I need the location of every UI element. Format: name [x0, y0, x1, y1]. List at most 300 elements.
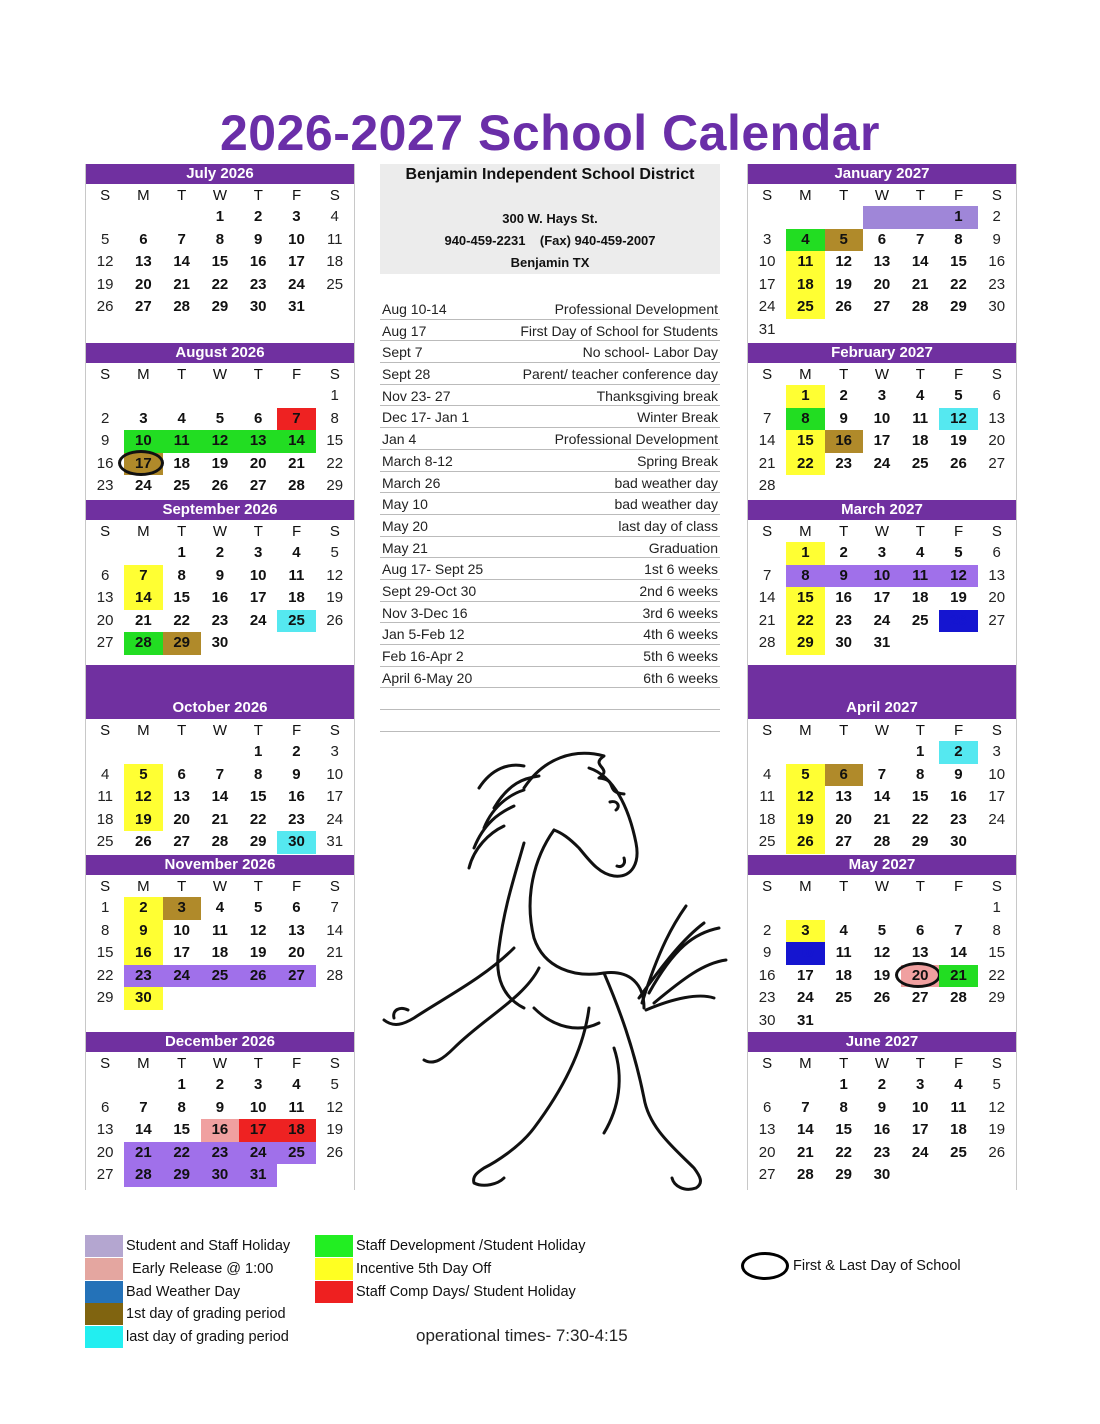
day-cell: [201, 897, 239, 920]
empty-cell: [124, 741, 162, 764]
day-number: 13: [873, 253, 891, 271]
day-number: 24: [173, 966, 190, 984]
day-number: 10: [173, 921, 190, 939]
day-cell: [316, 251, 354, 274]
day-grid: [748, 1074, 1016, 1187]
day-cell: [978, 408, 1016, 431]
weekday-label: S: [329, 366, 340, 383]
empty-cell: [124, 542, 162, 565]
day-number: 27: [96, 1166, 114, 1184]
day-number: 12: [797, 788, 814, 806]
day-number: 3: [177, 899, 186, 916]
day-number: 6: [139, 230, 148, 248]
day-cell: [939, 587, 977, 610]
empty-cell: [748, 897, 786, 920]
day-cell: [825, 632, 863, 655]
day-grid: [748, 741, 1016, 854]
day-cell: [163, 942, 201, 965]
empty-cell: [748, 1074, 786, 1097]
day-number: 29: [797, 634, 814, 652]
day-cell: [863, 542, 901, 565]
day-cell: [163, 408, 201, 431]
day-cell: [277, 1074, 315, 1097]
day-number: 27: [873, 298, 891, 316]
day-number: 21: [288, 454, 305, 472]
day-number: 11: [97, 788, 113, 806]
day-cell: [163, 1074, 201, 1097]
day-cell: [163, 430, 201, 453]
month-title: [748, 343, 1016, 363]
event-date: Sept 29-Oct 30: [382, 582, 477, 599]
day-cell: [316, 897, 354, 920]
day-cell: [748, 1164, 786, 1187]
day-cell: [825, 786, 863, 809]
legend-incentive: [315, 1258, 491, 1280]
day-cell: [825, 587, 863, 610]
day-number: 9: [992, 230, 1001, 248]
event-date: March 26: [382, 474, 441, 491]
day-cell: [86, 897, 124, 920]
day-cell: [978, 1119, 1016, 1142]
month-title-text: December 2026: [164, 1033, 276, 1050]
day-number: 19: [326, 1121, 344, 1139]
day-number: 9: [100, 432, 110, 450]
day-cell: [901, 453, 939, 476]
day-number: 23: [96, 477, 114, 495]
day-cell: [901, 229, 939, 252]
month-title: [86, 343, 354, 363]
day-number: 17: [135, 454, 152, 472]
day-cell: [316, 408, 354, 431]
weekday-label: S: [329, 1055, 340, 1072]
weekday-label: T: [915, 878, 925, 895]
day-number: 25: [758, 833, 776, 851]
day-number: 22: [797, 454, 814, 472]
day-number: 22: [950, 275, 967, 293]
day-number: 8: [801, 409, 810, 427]
day-cell: [978, 542, 1016, 565]
day-number: 23: [758, 989, 776, 1007]
day-cell: [863, 610, 901, 633]
day-number: 11: [326, 230, 343, 248]
day-number: 7: [139, 566, 148, 584]
weekday-label: M: [137, 722, 150, 739]
weekday-label: F: [953, 523, 964, 540]
day-cell: [748, 587, 786, 610]
day-cell: [163, 1164, 201, 1187]
weekday-label: T: [915, 187, 925, 204]
day-cell: [163, 274, 201, 297]
day-cell: [939, 920, 977, 943]
day-number: 14: [135, 589, 152, 607]
day-cell: [825, 610, 863, 633]
day-cell: [825, 1142, 863, 1165]
day-number: 4: [801, 230, 810, 248]
day-cell: [786, 587, 824, 610]
day-number: 27: [288, 966, 305, 984]
day-number: 2: [215, 544, 225, 561]
day-cell: [863, 251, 901, 274]
weekday-label: F: [953, 1055, 964, 1072]
day-number: 4: [100, 765, 110, 783]
day-cell: [316, 831, 354, 854]
day-cell: [239, 430, 277, 453]
day-number: 21: [873, 810, 891, 828]
day-number: 2: [254, 208, 263, 225]
day-cell: [786, 632, 824, 655]
day-cell: [201, 831, 239, 854]
day-cell: [978, 764, 1016, 787]
weekday-label: S: [100, 1055, 111, 1072]
event-date: March 8-12: [382, 452, 453, 469]
day-cell: [239, 408, 277, 431]
day-cell: [939, 1097, 977, 1120]
day-cell: [825, 385, 863, 408]
day-grid: [86, 206, 354, 319]
day-number: 17: [326, 788, 344, 806]
day-cell: [786, 786, 824, 809]
empty-cell: [86, 1074, 124, 1097]
day-number: 28: [173, 298, 190, 316]
day-cell: [863, 786, 901, 809]
day-cell: [277, 1142, 315, 1165]
day-cell: [86, 1097, 124, 1120]
weekday-header: [748, 184, 1016, 206]
month-title: [86, 855, 354, 875]
day-cell: [863, 809, 901, 832]
day-number: 3: [877, 387, 887, 404]
day-number: 4: [916, 544, 925, 561]
event-text: bad weather day: [614, 496, 718, 513]
day-cell: [901, 1119, 939, 1142]
day-number: 10: [326, 765, 344, 783]
day-cell: [86, 565, 124, 588]
district-phone-line: [380, 230, 720, 252]
day-cell: [86, 764, 124, 787]
day-number: 22: [797, 611, 814, 629]
day-number: 1: [839, 1076, 848, 1093]
day-cell: [748, 1010, 786, 1033]
event-text: No school- Labor Day: [582, 344, 718, 361]
day-number: 14: [758, 432, 776, 450]
weekday-label: T: [839, 187, 849, 204]
day-cell: [939, 408, 977, 431]
day-cell: [978, 942, 1016, 965]
day-number: 22: [835, 1143, 852, 1161]
day-number: 24: [249, 1143, 267, 1161]
day-cell: [825, 809, 863, 832]
day-cell: [277, 274, 315, 297]
day-cell: [86, 1142, 124, 1165]
day-cell: [316, 430, 354, 453]
day-number: 14: [173, 253, 190, 271]
day-cell: [201, 965, 239, 988]
event-text: 4th 6 weeks: [643, 626, 718, 643]
day-cell: [86, 632, 124, 655]
legend-circle-icon: [741, 1252, 789, 1280]
day-cell: [124, 831, 162, 854]
day-cell: [201, 565, 239, 588]
month-title: [86, 500, 354, 520]
weekday-label: T: [839, 523, 849, 540]
weekday-header: [86, 875, 354, 897]
day-cell: [748, 1142, 786, 1165]
day-number: 6: [177, 765, 186, 783]
day-number: 23: [211, 1143, 229, 1161]
day-number: 16: [211, 589, 229, 607]
day-number: 24: [758, 298, 776, 316]
event-row: [380, 428, 720, 450]
day-cell: [939, 565, 977, 588]
event-date: Feb 16-Apr 2: [382, 648, 464, 664]
day-cell: [124, 453, 162, 476]
event-row: [380, 602, 720, 624]
legend-first-last-day: [741, 1252, 961, 1280]
day-cell: [86, 430, 124, 453]
day-number: 20: [96, 1143, 114, 1161]
day-cell: [239, 831, 277, 854]
day-cell: [277, 764, 315, 787]
day-cell: [316, 965, 354, 988]
legend-staff-development: [315, 1235, 585, 1257]
day-number: 31: [797, 1011, 814, 1029]
event-text: 6th 6 weeks: [643, 669, 718, 686]
weekday-label: M: [799, 523, 812, 540]
day-cell: [748, 831, 786, 854]
day-cell: [239, 920, 277, 943]
empty-cell: [901, 897, 939, 920]
day-cell: [939, 453, 977, 476]
day-cell: [901, 430, 939, 453]
day-number: 15: [797, 589, 814, 607]
day-number: 20: [873, 275, 891, 293]
empty-cell: [863, 206, 901, 229]
day-cell: [277, 809, 315, 832]
day-cell: [316, 1142, 354, 1165]
event-text: 1st 6 weeks: [644, 561, 718, 578]
day-grid: [748, 542, 1016, 655]
day-number: 19: [211, 454, 229, 472]
day-cell: [239, 587, 277, 610]
day-cell: [124, 897, 162, 920]
day-cell: [863, 764, 901, 787]
month-title-text: July 2026: [186, 165, 254, 182]
day-cell: [748, 453, 786, 476]
day-cell: [163, 1142, 201, 1165]
day-number: 18: [835, 966, 852, 984]
day-cell: [786, 610, 824, 633]
day-number: 21: [758, 454, 776, 472]
month-march-2027: [748, 500, 1016, 655]
day-number: 19: [988, 1121, 1006, 1139]
weekday-label: T: [177, 722, 187, 739]
weekday-label: W: [212, 366, 228, 383]
day-number: 5: [992, 1076, 1001, 1093]
day-number: 1: [177, 544, 186, 561]
weekday-label: T: [915, 722, 925, 739]
empty-cell: [239, 385, 277, 408]
day-cell: [201, 206, 239, 229]
day-cell: [277, 1119, 315, 1142]
event-row: [380, 537, 720, 559]
day-number: 28: [758, 634, 776, 652]
day-cell: [86, 920, 124, 943]
day-cell: [978, 897, 1016, 920]
first-last-day-circle: [895, 962, 941, 988]
day-number: 14: [911, 253, 929, 271]
day-cell: [124, 809, 162, 832]
empty-cell: [748, 741, 786, 764]
day-cell: [163, 1119, 201, 1142]
day-number: 30: [135, 989, 152, 1007]
day-cell: [978, 296, 1016, 319]
day-cell: [939, 274, 977, 297]
weekday-label: S: [100, 878, 111, 895]
empty-cell: [786, 1074, 824, 1097]
day-number: 26: [950, 454, 967, 472]
day-cell: [901, 1097, 939, 1120]
day-cell: [201, 809, 239, 832]
day-cell: [124, 987, 162, 1010]
legend-holiday: [85, 1235, 290, 1257]
district-name: Benjamin Independent School District: [405, 166, 695, 183]
day-number: 28: [211, 833, 229, 851]
day-number: 26: [326, 1143, 344, 1161]
event-row: [380, 558, 720, 580]
empty-cell: [124, 206, 162, 229]
day-cell: [124, 942, 162, 965]
day-cell: [978, 385, 1016, 408]
event-row: [380, 580, 720, 602]
day-cell: [786, 920, 824, 943]
day-number: 21: [173, 275, 190, 293]
day-number: 28: [950, 989, 967, 1007]
day-number: 15: [835, 1121, 852, 1139]
day-cell: [239, 296, 277, 319]
weekday-label: S: [100, 722, 111, 739]
day-cell: [863, 987, 901, 1010]
day-cell: [86, 229, 124, 252]
weekday-label: W: [212, 1055, 228, 1072]
day-number: 20: [758, 1143, 776, 1161]
day-cell: [825, 965, 863, 988]
day-number: 26: [135, 833, 152, 851]
day-cell: [316, 475, 354, 498]
day-cell: [786, 764, 824, 787]
day-cell: [239, 251, 277, 274]
weekday-label: M: [799, 187, 812, 204]
day-cell: [86, 1119, 124, 1142]
day-cell: [163, 587, 201, 610]
day-number: 7: [762, 409, 772, 427]
month-february-2027: [748, 343, 1016, 498]
day-number: 6: [839, 765, 848, 783]
day-number: 28: [911, 298, 929, 316]
day-number: 9: [139, 921, 148, 939]
legend-swatch: [85, 1303, 123, 1325]
event-text: 2nd 6 weeks: [639, 582, 718, 599]
event-text: Thanksgiving break: [596, 387, 718, 404]
day-number: 1: [801, 387, 810, 404]
day-cell: [748, 430, 786, 453]
day-number: 2: [100, 409, 110, 427]
day-number: 10: [988, 765, 1006, 783]
day-cell: [277, 942, 315, 965]
day-cell: [201, 1119, 239, 1142]
day-number: 29: [96, 989, 114, 1007]
day-cell: [748, 565, 786, 588]
day-cell: [86, 296, 124, 319]
day-cell: [201, 1142, 239, 1165]
day-number: 9: [254, 230, 263, 248]
day-cell: [901, 565, 939, 588]
day-cell: [786, 942, 824, 965]
month-november-2026: [86, 855, 354, 1010]
day-cell: [863, 587, 901, 610]
day-cell: [901, 296, 939, 319]
day-cell: [901, 274, 939, 297]
day-cell: [748, 1097, 786, 1120]
day-cell: [316, 229, 354, 252]
day-cell: [901, 987, 939, 1010]
weekday-label: F: [953, 722, 964, 739]
weekday-label: M: [137, 523, 150, 540]
month-june-2027: [748, 1032, 1016, 1187]
weekday-label: W: [874, 366, 890, 383]
day-number: 3: [254, 544, 263, 561]
day-number: 13: [988, 409, 1006, 427]
empty-cell: [825, 206, 863, 229]
day-number: 18: [950, 1121, 967, 1139]
day-number: 9: [292, 765, 301, 783]
event-text: bad weather day: [614, 474, 718, 491]
day-cell: [939, 385, 977, 408]
day-number: 18: [288, 589, 305, 607]
day-cell: [316, 610, 354, 633]
day-number: 12: [96, 253, 114, 271]
day-cell: [786, 453, 824, 476]
day-number: 15: [911, 788, 929, 806]
month-title-text: February 2027: [831, 344, 933, 361]
day-cell: [239, 764, 277, 787]
day-cell: [316, 274, 354, 297]
day-cell: [748, 229, 786, 252]
day-cell: [124, 965, 162, 988]
day-cell: [939, 786, 977, 809]
day-number: 2: [839, 387, 848, 404]
day-cell: [825, 229, 863, 252]
day-number: 24: [988, 810, 1006, 828]
day-cell: [939, 831, 977, 854]
day-cell: [277, 296, 315, 319]
day-cell: [201, 764, 239, 787]
day-number: 1: [992, 899, 1001, 916]
day-cell: [163, 809, 201, 832]
day-cell: [124, 632, 162, 655]
legend-label: Student and Staff Holiday: [126, 1238, 291, 1254]
day-cell: [748, 319, 786, 342]
day-cell: [86, 987, 124, 1010]
weekday-label: S: [329, 878, 340, 895]
month-april-2027: [748, 665, 1016, 854]
month-december-2026: [86, 1032, 354, 1187]
day-cell: [201, 610, 239, 633]
day-cell: [748, 610, 786, 633]
day-cell: [163, 786, 201, 809]
day-cell: [316, 920, 354, 943]
day-cell: [277, 206, 315, 229]
day-cell: [786, 229, 824, 252]
